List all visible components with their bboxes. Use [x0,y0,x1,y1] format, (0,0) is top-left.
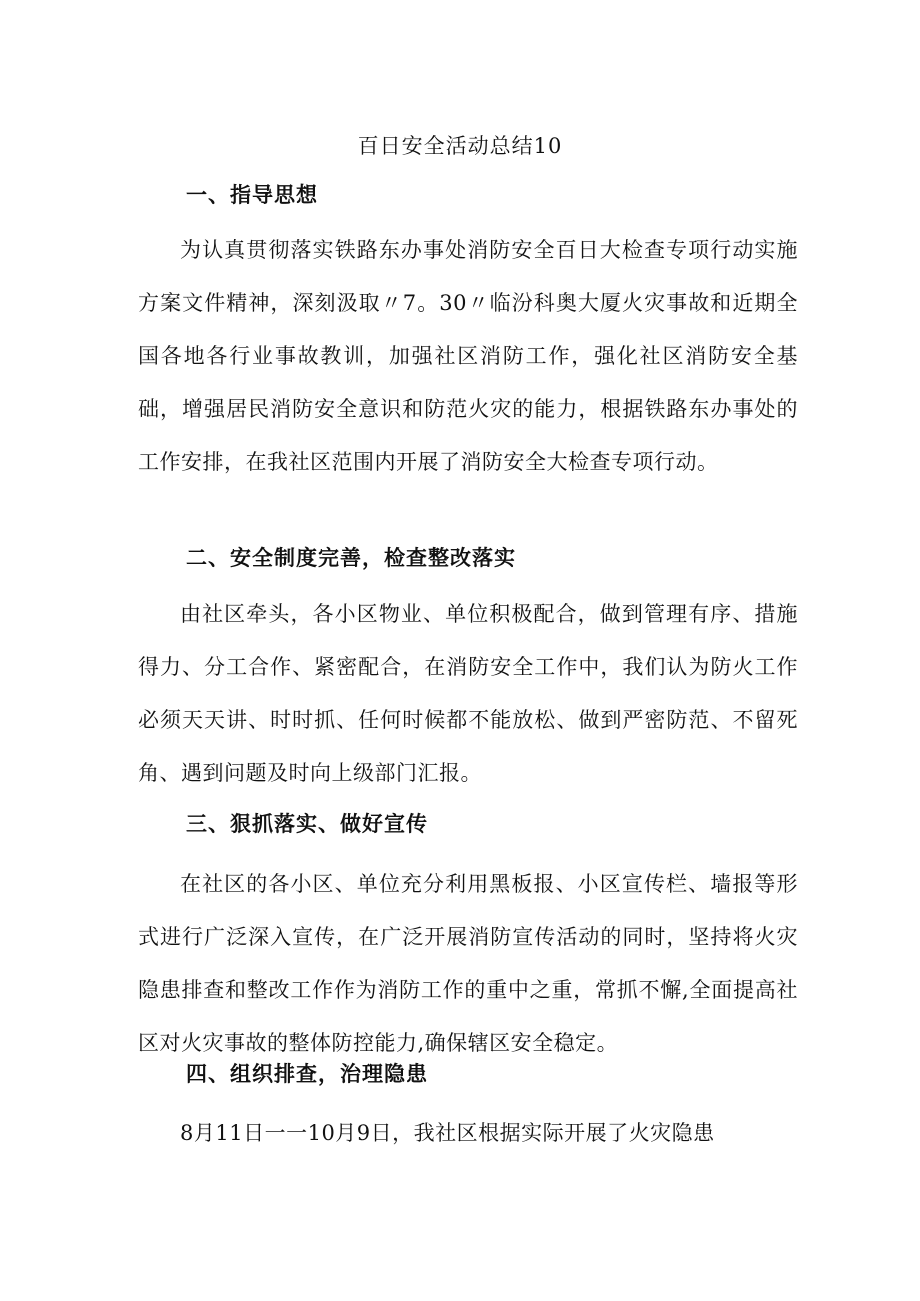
document-title: 百日安全活动总结10 [357,134,563,158]
section-heading-3: 三、狠抓落实、做好宣传 [186,811,428,836]
section-paragraph-1: 为认真贯彻落实铁路东办事处消防安全百日大检查专项行动实施方案文件精神，深刻汲取〃7。30〃临汾科奥大厦火灾事故和近期全国各地各行业事故教训，加强社区消防工作，强化社区消防安全基础，增强居民消防安全意识和防范火灾的能力，根据铁路东办事处的工作安排，在我社区范围内开展了消防安全大检查专项行动。 [138,238,798,474]
section-heading-2: 二、安全制度完善，检查整改落实 [186,545,516,570]
section-heading-1: 一、指导思想 [186,182,318,207]
section-heading-4: 四、组织排查，治理隐患 [186,1061,428,1086]
section-paragraph-4: 8月11日一一10月9日，我社区根据实际开展了火灾隐患 [180,1121,715,1145]
section-paragraph-2: 由社区牵头，各小区物业、单位积极配合，做到管理有序、措施得力、分工合作、紧密配合，在消防安全工作中，我们认为防火工作必须天天讲、时时抓、任何时候都不能放松、做到严密防范、不留死角、遇到问题及时向上级部门汇报。 [138,602,798,785]
section-paragraph-3: 在社区的各小区、单位充分利用黑板报、小区宣传栏、墙报等形式进行广泛深入宣传，在广泛开展消防宣传活动的同时，坚持将火灾隐患排查和整改工作作为消防工作的重中之重，常抓不懈,全面提高社区对火灾事故的整体防控能力,确保辖区安全稳定。 [138,872,798,1055]
